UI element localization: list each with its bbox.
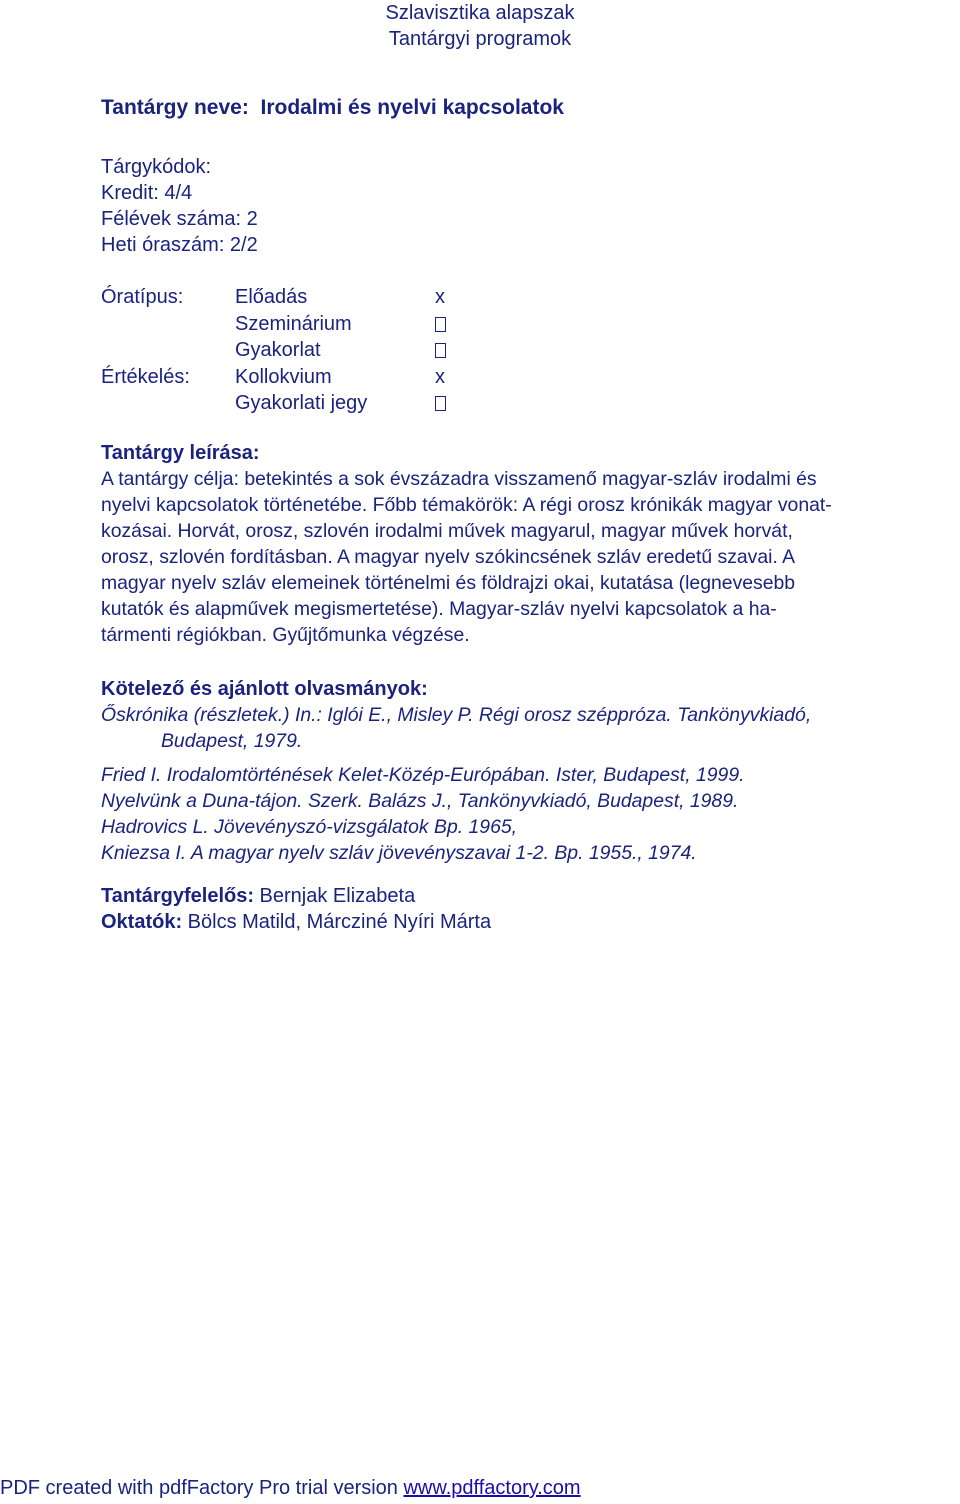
subject-meta: [101, 154, 258, 258]
type-option: Gyakorlat: [235, 339, 321, 361]
responsible-row: [101, 883, 491, 909]
empty-checkbox-icon: [435, 337, 446, 366]
footer-text: PDF created with pdfFactory Pro trial version: [0, 1477, 404, 1499]
check-mark: x: [435, 365, 445, 388]
instructors-label: Oktatók:: [101, 911, 183, 933]
subject-code: Tárgykódok:: [101, 156, 212, 178]
description-heading: Tantárgy leírása:: [101, 442, 260, 464]
empty-checkbox-icon: [435, 311, 446, 340]
reference-item: Fried I. Irodalomtörténések Kelet-Közép-Európában. Ister, Budapest, 1999.: [101, 764, 745, 786]
description-line: kozásai. Horvát, orosz, szlovén irodalmi művek magyarul, magyar művek horvát,: [101, 520, 793, 542]
footer-link[interactable]: www.pdffactory.com: [403, 1477, 581, 1499]
staff-info: [101, 883, 491, 935]
evaluation-label: Értékelés:: [101, 365, 190, 388]
description-line: kutatók és alapművek megismertetése). Magyar-szláv nyelvi kapcsolatok a ha-: [101, 598, 777, 620]
type-option: Kollokvium: [235, 365, 332, 388]
reference-item: Őskrónika (részletek.) In.: Iglói E., Misley P. Régi orosz széppróza. Tankönyvkiadó,: [101, 704, 812, 726]
reading-heading: Kötelező és ajánlott olvasmányok:: [101, 678, 428, 700]
class-type-label: Óratípus:: [101, 286, 184, 308]
instructors-row: [101, 909, 491, 935]
description-line: A tantárgy célja: betekintés a sok évszázadra visszamenő magyar-szláv irodalmi és: [101, 468, 817, 490]
reference-item: Nyelvünk a Duna-tájon. Szerk. Balázs J., Tankönyvkiadó, Budapest, 1989.: [101, 790, 739, 812]
type-option: Előadás: [235, 286, 308, 308]
semester-count: Félévek száma: 2: [101, 208, 258, 230]
description-line: nyelvi kapcsolatok történetébe. Főbb témakörök: A régi orosz krónikák magyar vonat-: [101, 494, 832, 516]
type-option: Szeminárium: [235, 312, 352, 335]
instructors-value: Bölcs Matild, Márcziné Nyíri Márta: [182, 911, 492, 933]
pdf-footer: [0, 1475, 581, 1501]
description-line: magyar nyelv szláv elemeinek történelmi és földrajzi okai, kutatása (legnevesebb: [101, 572, 796, 594]
description-line: tármenti régiókban. Gyűjtőmunka végzése.: [101, 624, 470, 646]
subject-title-value: Irodalmi és nyelvi kapcsolatok: [260, 96, 564, 119]
program-name: Szlavisztika alapszak: [385, 2, 575, 24]
empty-checkbox-icon: [435, 390, 446, 419]
document-type: Tantárgyi programok: [388, 28, 572, 50]
subject-description: [101, 440, 931, 648]
check-mark: x: [435, 286, 445, 308]
reading-list: [101, 676, 951, 866]
reference-item: Hadrovics L. Jövevényszó-vizsgálatok Bp. 1965,: [101, 816, 518, 838]
weekly-hours: Heti óraszám: 2/2: [101, 234, 258, 256]
reference-item-continuation: Budapest, 1979.: [161, 730, 303, 752]
subject-title-label: Tantárgy neve:: [101, 96, 249, 119]
credit: Kredit: 4/4: [101, 182, 193, 204]
reference-item: Kniezsa I. A magyar nyelv szláv jövevényszavai 1-2. Bp. 1955., 1974.: [101, 842, 697, 864]
subject-title: [101, 96, 564, 120]
responsible-label: Tantárgyfelelős:: [101, 885, 254, 907]
type-option: Gyakorlati jegy: [235, 392, 368, 414]
description-line: orosz, szlovén fordításban. A magyar nyelv szókincsének szláv eredetű szavai. A: [101, 546, 796, 568]
responsible-value: Bernjak Elizabeta: [254, 885, 416, 907]
page-header: [0, 0, 960, 52]
